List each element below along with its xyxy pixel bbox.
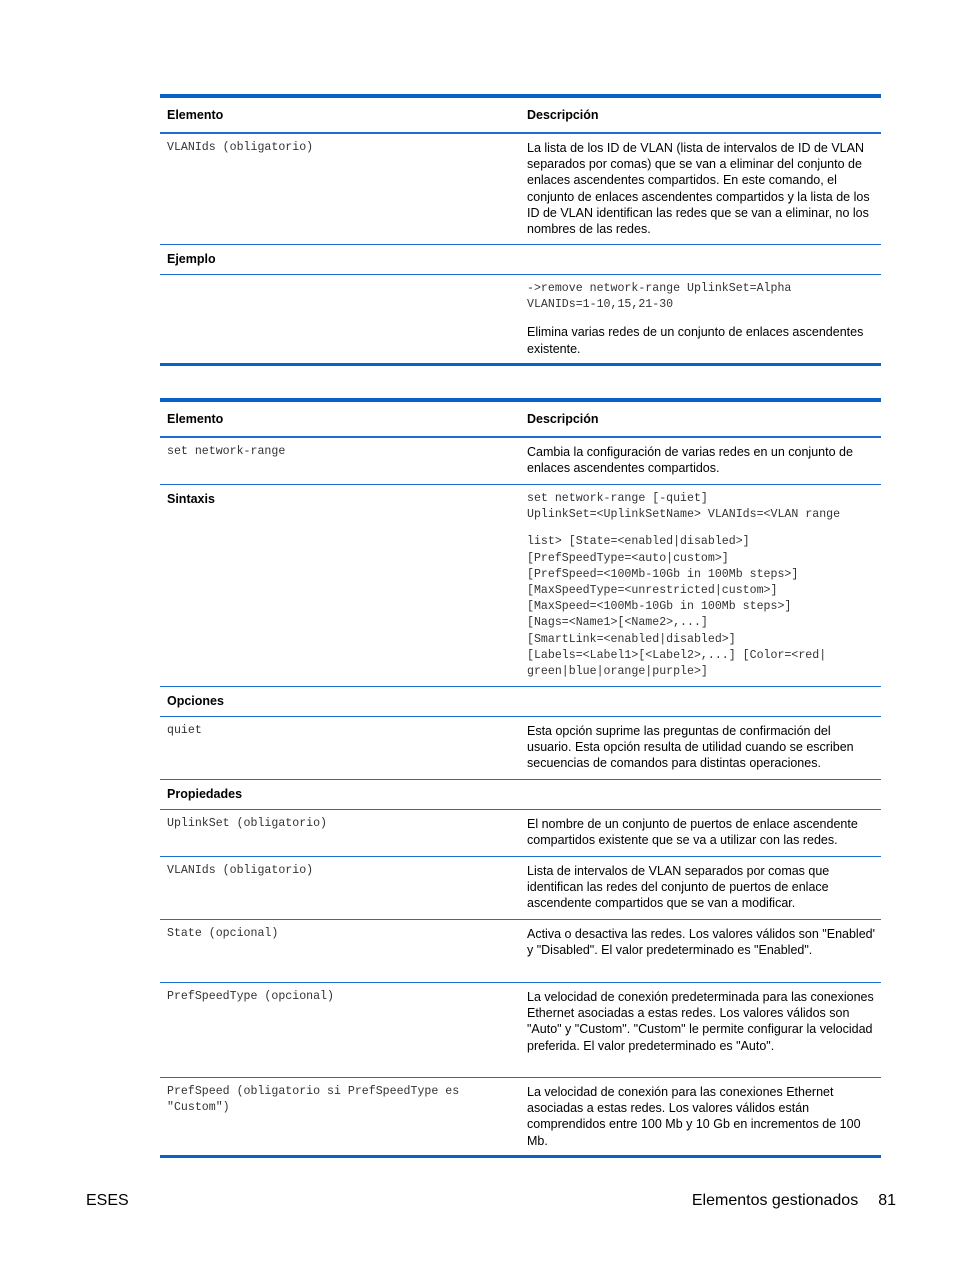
param-name-quiet: quiet [167,724,202,737]
syntax-code-part1: set network-range [-quiet] UplinkSet=<UplinkSetName> VLANIds=<VLAN range [527,492,841,522]
table-row [160,1078,881,1155]
table-row [160,275,881,363]
page-number: 81 [878,1192,896,1209]
param-desc-vlanids: Lista de intervalos de VLAN separados por comas que identifican las redes del conjunto de puertos de enlace ascendente compartidos que se van a modificar. [527,864,830,911]
param-desc-prefspeedtype: La velocidad de conexión predeterminada para las conexiones Ethernet asociadas a estas redes. Los valores válidos son "Auto" y "Custom". "Custom" le permite configurar la velocidad preferida. El valor predeterminado es "Auto". [527,990,874,1053]
header-descripcion: Descripción [527,412,599,426]
table-row [160,920,881,983]
footer-page-info [692,1190,896,1212]
param-name-prefspeedtype: PrefSpeedType (opcional) [167,990,334,1003]
footer-locale-code: ESES [86,1192,129,1209]
param-desc-vlanids: La lista de los ID de VLAN (lista de intervalos de ID de VLAN separados por comas) que se van a eliminar del conjunto de enlaces ascendentes compartidos. En este comando, el conjunto de enlaces ascendentes compartidos y la lista de los ID de VLAN identifican las redes que se van a eliminar, no los nombres de las redes. [527,141,870,237]
command-name: set network-range [167,445,286,458]
table-row [160,810,881,857]
param-name-prefspeed: PrefSpeed (obligatorio si PrefSpeedType es "Custom") [167,1085,460,1115]
table-row [160,717,881,780]
table-header-row [160,402,881,438]
param-name-vlanids: VLANIds (obligatorio) [167,864,314,877]
param-desc-quiet: Esta opción suprime las preguntas de confirmación del usuario. Esta opción resulta de utilidad cuando se escriben secuencias de comandos para distintas operaciones. [527,724,854,771]
section-label-opciones: Opciones [167,694,224,708]
section-row-propiedades [160,780,881,810]
param-name-uplinkset: UplinkSet (obligatorio) [167,817,328,830]
example-desc: Elimina varias redes de un conjunto de enlaces ascendentes existente. [527,325,864,356]
table-remove-network-range [160,94,881,366]
header-elemento: Elemento [167,108,224,122]
command-desc: Cambia la configuración de varias redes en un conjunto de enlaces ascendentes compartidos. [527,445,853,476]
table-row [160,857,881,920]
footer-section-title: Elementos gestionados [691,1192,859,1209]
section-label-ejemplo: Ejemplo [167,252,216,266]
param-desc-uplinkset: El nombre de un conjunto de puertos de enlace ascendente compartidos existente que se va a utilizar con las redes. [527,817,858,848]
header-descripcion: Descripción [527,108,599,122]
header-elemento: Elemento [167,412,224,426]
table-row [160,134,881,245]
table-header-row [160,98,881,134]
param-name-state: State (opcional) [167,927,279,940]
example-code: ->remove network-range UplinkSet=Alpha VLANIDs=1-10,15,21-30 [527,282,792,312]
syntax-code-part2: list> [State=<enabled|disabled>] [PrefSpeedType=<auto|custom>] [PrefSpeed=<100Mb-10Gb in 100Mb steps>] [MaxSpeedType=<unrestricted|custom>] [MaxSpeed=<100Mb-10Gb in 100Mb steps>] [Nags=<Name1>[<Name2>,...] [SmartLink=<enabled|disabled>] [Labels=<Label1>[<Label2>,...] [Color=<red| green|blue|orange|purple>] [527,535,827,679]
param-name-vlanids: VLANIds (obligatorio) [167,141,314,154]
param-desc-prefspeed: La velocidad de conexión para las conexiones Ethernet asociadas a estas redes. Los valores válidos están comprendidos entre 100 Mb y 10 Gb en incrementos de 100 Mb. [527,1085,861,1148]
section-row-ejemplo [160,245,881,275]
section-row-opciones [160,687,881,717]
section-label-sintaxis: Sintaxis [167,492,215,506]
table-row [160,983,881,1078]
table-row-syntax [160,485,881,687]
param-desc-state: Activa o desactiva las redes. Los valores válidos son "Enabled' y "Disabled". El valor predeterminado es "Enabled". [527,927,875,958]
section-label-propiedades: Propiedades [167,787,243,801]
table-row [160,438,881,485]
table-set-network-range [160,398,881,1158]
